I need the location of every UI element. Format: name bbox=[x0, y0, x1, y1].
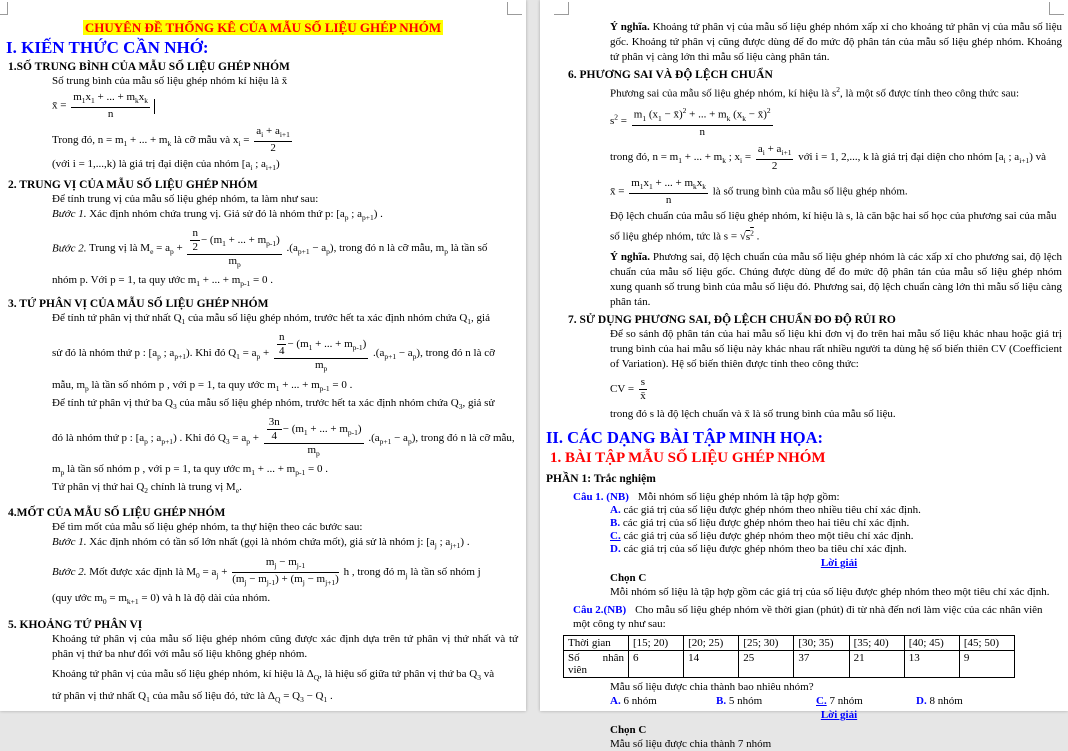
option-c: C. 7 nhóm bbox=[816, 695, 863, 708]
paragraph: Độ lệch chuẩn của mẫu số liệu ghép nhóm, kí hiệu là s, là căn bậc hai số học của phương sai của mẫu bbox=[610, 209, 1057, 222]
heading-sec7: 7. SỬ DỤNG PHƯƠNG SAI, ĐỘ LỆCH CHUẨN ĐO ĐỘ RỦI RO bbox=[568, 313, 896, 326]
paragraph: nhóm p. Với p = 1, ta quy ước $m_1$ + ... + $m_{p-1} = 0$ . bbox=[52, 273, 273, 289]
heading-bai-tap-mau: 1. BÀI TẬP MẪU SỐ LIỆU GHÉP NHÓM bbox=[550, 449, 826, 466]
paragraph: Ý nghĩa. Phương sai, độ lệch chuẩn của mẫu số liệu ghép nhóm là các xấp xỉ cho phương sai, độ lệch chuẩn của mẫu số liệu gốc. Chúng được dùng để đo mức độ phân tán của mẫu số liệu ghép nhóm xung quanh số trung bình của mẫu số liệu đó. Phương sai, độ lệch chuẩn càng lớn thì mẫu số liệu càng phân tán. bbox=[610, 250, 1062, 308]
heading-kien-thuc: I. KIẾN THỨC CẦN NHỚ: bbox=[6, 38, 209, 57]
table-cell: 6 bbox=[629, 651, 684, 678]
fraction: $\frac{m_1x_1 + ... + m_kx_k}{n}$ bbox=[73, 91, 148, 121]
formula-q1: sử đó là nhóm thứ p : [$a_p$ ; $a_{p+1}$). Khi đó $Q_1 = a_p$ + $\frac{n}{4}$ − ($m_1$ + ... + $m_{p-1}$) $m_p$ $.(a_{p+1} - a_p)$, trong đó n là cỡ bbox=[52, 331, 495, 374]
formula-cv: CV = $\frac{s}{x̄}$ bbox=[610, 375, 646, 402]
answer-explanation: Mẫu số liệu được chia thành 7 nhóm bbox=[610, 738, 772, 751]
page1-content bbox=[0, 0, 526, 710]
page2-content bbox=[540, 0, 1068, 751]
fraction: $\frac{3n}{4}$ − ($m_1$ + ... + $m_{p-1}$) $m_p$ bbox=[264, 416, 364, 460]
document-page-2[interactable] bbox=[540, 0, 1068, 751]
paragraph: Để tìm mốt của mẫu số liệu ghép nhóm, ta thự hiện theo các bước sau: bbox=[52, 521, 363, 534]
fraction: $\frac{m_j - m_{j-1}}{(m_j - m_{j-1}) + (m_j - m_{j+1})}$ bbox=[232, 555, 339, 587]
paragraph: $m_p$ là tần số nhóm p , với p = 1, ta quy ước $m_1$ + ... + $m_{p-1} = 0$ . bbox=[52, 463, 328, 478]
option-a: A. các giá trị của số liệu được ghép nhóm theo nhiều tiêu chí xác định. bbox=[610, 503, 921, 516]
document-page-1[interactable] bbox=[0, 0, 526, 711]
fraction: $\frac{a_i + a_{i+1}}{2}$ bbox=[256, 125, 290, 155]
paragraph: trong đó s là độ lệch chuẩn và x̄ là số trung bình của mẫu số liệu. bbox=[610, 407, 896, 420]
text-cursor bbox=[154, 99, 155, 114]
paragraph: tứ phân vị thứ nhất $Q_1$ của mẫu số liệu đó, tức là $\Delta_Q = Q_3 - Q_1$ . bbox=[52, 690, 333, 705]
table-cell: [30; 35) bbox=[794, 636, 849, 651]
table-cell: Số nhân viên bbox=[564, 651, 629, 678]
formula-xi: Trong đó, $n = m_1$ + ... + $m_k$ là cỡ mẫu và $x_i$ = $\frac{a_i + a_{i+1}}{2}$ bbox=[52, 125, 290, 155]
option-b: B. 5 nhóm bbox=[716, 695, 763, 708]
table-cell: 21 bbox=[849, 651, 904, 678]
table-cell: [45; 50) bbox=[959, 636, 1014, 651]
table-cell: [20; 25) bbox=[684, 636, 739, 651]
formula-mean: x̄ = $\frac{m_1x_1 + ... + m_kx_k}{n}$ bbox=[52, 89, 526, 123]
formula-mean-2: x̄ = $\frac{m_1x_1 + ... + m_kx_k}{n}$ là số trung bình của mẫu số liệu ghép nhóm. bbox=[610, 176, 908, 206]
paragraph: Ý nghĩa. Khoảng tứ phân vị của mẫu số liệu ghép nhóm xấp xỉ cho khoảng tứ phân vị của mẫu số liệu gốc. Khoảng tứ phân vị cũng được dùng để đo mức độ phân tán của mẫu số liệu ghép nhóm. Khoảng tứ phân vị càng lớn thì mẫu số liệu càng phân tán. bbox=[610, 21, 1062, 63]
heading-sec2: 2. TRUNG VỊ CỦA MẪU SỐ LIỆU GHÉP NHÓM bbox=[8, 178, 258, 191]
heading-sec6: 6. PHƯƠNG SAI VÀ ĐỘ LỆCH CHUẨN bbox=[568, 69, 773, 81]
table-cell: [35; 40) bbox=[849, 636, 904, 651]
heading-sec1: 1.SỐ TRUNG BÌNH CỦA MẪU SỐ LIỆU GHÉP NHÓM bbox=[8, 61, 290, 73]
option-a: A. 6 nhóm bbox=[610, 695, 657, 708]
table-header-row bbox=[564, 636, 1015, 651]
heading-sec5: 5. KHOẢNG TỨ PHÂN VỊ bbox=[8, 619, 143, 632]
option-b: B. các giá trị của số liệu được ghép nhóm theo hai tiêu chí xác định. bbox=[610, 516, 910, 529]
table-cell: 9 bbox=[959, 651, 1014, 678]
paragraph: (với i = 1,...,k) là giá trị đại diện của nhóm [$a_i$ ; $a_{i+1}$) bbox=[52, 158, 280, 173]
heading-phan1: PHẦN 1: Trắc nghiệm bbox=[546, 472, 656, 485]
doc-title: CHUYÊN ĐỀ THỐNG KÊ CỦA MẪU SỐ LIỆU GHÉP NHÓM bbox=[84, 20, 442, 35]
fraction: $\frac{n}{2}$ − ($m_1$ + ... + $m_{p-1}$) $m_p$ bbox=[187, 227, 281, 271]
fraction: $\frac{s}{x̄}$ bbox=[640, 375, 646, 402]
table-cell: 13 bbox=[904, 651, 959, 678]
answer-choice: Chọn C bbox=[610, 724, 647, 737]
paragraph: Để tính tứ phân vị thứ ba $Q_3$ của mẫu số liệu ghép nhóm, trước hết ta xác định nhóm chứa $Q_3$, giả sử bbox=[52, 396, 495, 411]
paragraph: Khoảng tứ phân vị của mẫu số liệu ghép nhóm, kí hiệu là $\Delta_Q$, là hiệu số giữa tứ phân vị thứ ba $Q_3$ và bbox=[52, 668, 495, 683]
fraction: $\frac{m_1x_1 + ... + m_kx_k}{n}$ bbox=[631, 176, 706, 206]
paragraph: Số trung bình của mẫu số liệu ghép nhóm kí hiệu là x̄ bbox=[52, 75, 288, 87]
sqrt-icon: √ bbox=[739, 230, 746, 243]
options-row bbox=[610, 695, 1068, 708]
table-data-row bbox=[564, 651, 1015, 678]
option-c: C. các giá trị của số liệu được ghép nhóm theo một tiêu chí xác định. bbox=[610, 529, 914, 542]
table-cell: [40; 45) bbox=[904, 636, 959, 651]
formula-variance: $s^2$ = $\frac{m_1 (x_1 - x̄)^2 + ... + m_k (x_k - x̄)^2}{n}$ bbox=[610, 105, 771, 138]
question-1: Câu 1. (NB) Mỗi nhóm số liệu ghép nhóm là tập hợp gồm: bbox=[573, 490, 840, 503]
heading-sec4: 4.MỐT CỦA MẪU SỐ LIỆU GHÉP NHÓM bbox=[8, 507, 226, 520]
paragraph: (quy ước $m_0 = m_{k+1} = 0$) và h là độ dài của nhóm. bbox=[52, 592, 271, 607]
paragraph: Để tính trung vị của mẫu số liệu ghép nhóm, ta làm như sau: bbox=[52, 192, 319, 205]
paragraph: Khoảng tứ phân vị của mẫu số liệu ghép nhóm cũng được xác định dựa trên tứ phân vị thứ nhất và tứ phân vị thứ ba như đối với mẫu số liệu không ghép nhóm. bbox=[52, 633, 518, 661]
paragraph: số liệu ghép nhóm, tức là $s = √s^2$ . bbox=[610, 227, 760, 243]
paragraph: Phương sai của mẫu số liệu ghép nhóm, kí hiệu là $s^2$, là một số được tính theo công thức sau: bbox=[610, 85, 1020, 100]
fraction: $\frac{a_i + a_{i+1}}{2}$ bbox=[757, 142, 792, 172]
fraction: $\frac{m_1 (x_1 - x̄)^2 + ... + m_k (x_k - x̄)^2}{n}$ bbox=[633, 105, 771, 138]
paragraph: mẫu, $m_p$ là tần số nhóm p , với p = 1, ta quy ước $m_1$ + ... + $m_{p-1} = 0$ . bbox=[52, 378, 353, 393]
option-d: D. 8 nhóm bbox=[916, 695, 963, 708]
data-table bbox=[563, 635, 1015, 678]
table-cell: 14 bbox=[684, 651, 739, 678]
loi-giai-label: Lời giải bbox=[820, 557, 858, 570]
paragraph: Để tính tứ phân vị thứ nhất $Q_1$ của mẫu số liệu ghép nhóm, trước hết ta xác định nhóm chứa $Q_1$, giả bbox=[52, 312, 490, 327]
question-text: Mẫu số liệu được chia thành bao nhiêu nhóm? bbox=[610, 681, 814, 694]
formula-median: Bước 2. Trung vị là $M_e = a_p$ + $\frac{n}{2}$ − ($m_1$ + ... + $m_{p-1}$) $m_p$ $.(a_{p+1} - a_p)$, trong đó n là cỡ mẫu, $m_p$ là tần số bbox=[52, 226, 488, 269]
sqrt-expression: $√s^2$ bbox=[739, 227, 754, 243]
fraction: $\frac{n}{4}$ − ($m_1$ + ... + $m_{p-1}$) $m_p$ bbox=[274, 331, 368, 375]
paragraph: Bước 1. Xác định nhóm có tần số lớn nhất (gọi là nhóm chứa mốt), giả sử là nhóm j: [$a_j$ ; $a_{j+1}$) . bbox=[52, 536, 470, 551]
option-d: D. các giá trị của số liệu được ghép nhóm theo ba tiêu chí xác định. bbox=[610, 543, 907, 556]
table-cell: Thời gian bbox=[564, 636, 629, 651]
paragraph: Để so sánh độ phân tán của hai mẫu số liệu khi đơn vị đo trên hai mẫu số liệu khác nhau hoặc giá trị trung bình của hai mẫu số liệu này khác nhau rất nhiều người ta dùng hệ số biến thiên CV (Coefficient of Variation). Hệ số biến thiên được tính theo công thức: bbox=[610, 327, 1062, 370]
heading-sec3: 3. TỨ PHÂN VỊ CỦA MẪU SỐ LIỆU GHÉP NHÓM bbox=[8, 298, 269, 311]
paragraph: Bước 1. Xác định nhóm chứa trung vị. Giả sử đó là nhóm thứ p: [$a_p$ ; $a_{p+1}$) . bbox=[52, 207, 383, 222]
loi-giai-label: Lời giải bbox=[820, 709, 858, 722]
table-cell: [25; 30) bbox=[739, 636, 794, 651]
heading-cac-dang-bai-tap: II. CÁC DẠNG BÀI TẬP MINH HỌA: bbox=[546, 427, 824, 447]
table-cell: 25 bbox=[739, 651, 794, 678]
answer-explanation: Mỗi nhóm số liệu là tập hợp gồm các giá trị của số liệu được ghép nhóm theo một tiêu chí xác định. bbox=[610, 586, 1050, 599]
formula-mode: Bước 2. Mốt được xác định là $M_0 = a_j$ + $\frac{m_j - m_{j-1}}{(m_j - m_{j-1}) + (m_j - m_{j+1})}$ h , trong đó $m_j$ là tần số nhóm j bbox=[52, 555, 481, 587]
formula-xi-2: trong đó, $n = m_1$ + ... + $m_k$ ; $x_i$ = $\frac{a_i + a_{i+1}}{2}$ với i = 1, 2,..., k là giá trị đại diện cho nhóm [$a_i$ ; $a_{i+1}$) và bbox=[610, 142, 1047, 172]
table-cell: 37 bbox=[794, 651, 849, 678]
question-2: Câu 2.(NB) Cho mẫu số liệu ghép nhóm về thời gian (phút) đi từ nhà đến nơi làm việc của các nhân viên một công ty như sau: bbox=[573, 604, 1043, 631]
table-cell: [15; 20) bbox=[629, 636, 684, 651]
formula-q3: đó là nhóm thứ p : [$a_p$ ; $a_{p+1}$) . Khi đó $Q_3 = a_p$ + $\frac{3n}{4}$ − ($m_1$ + ... + $m_{p-1}$) $m_p$ $.(a_{p+1} - a_p)$, trong đó n là cỡ mẫu, bbox=[52, 415, 515, 459]
paragraph: Tứ phân vị thứ hai $Q_2$ chính là trung vị $M_e$. bbox=[52, 481, 242, 496]
answer-choice: Chọn C bbox=[610, 572, 647, 585]
